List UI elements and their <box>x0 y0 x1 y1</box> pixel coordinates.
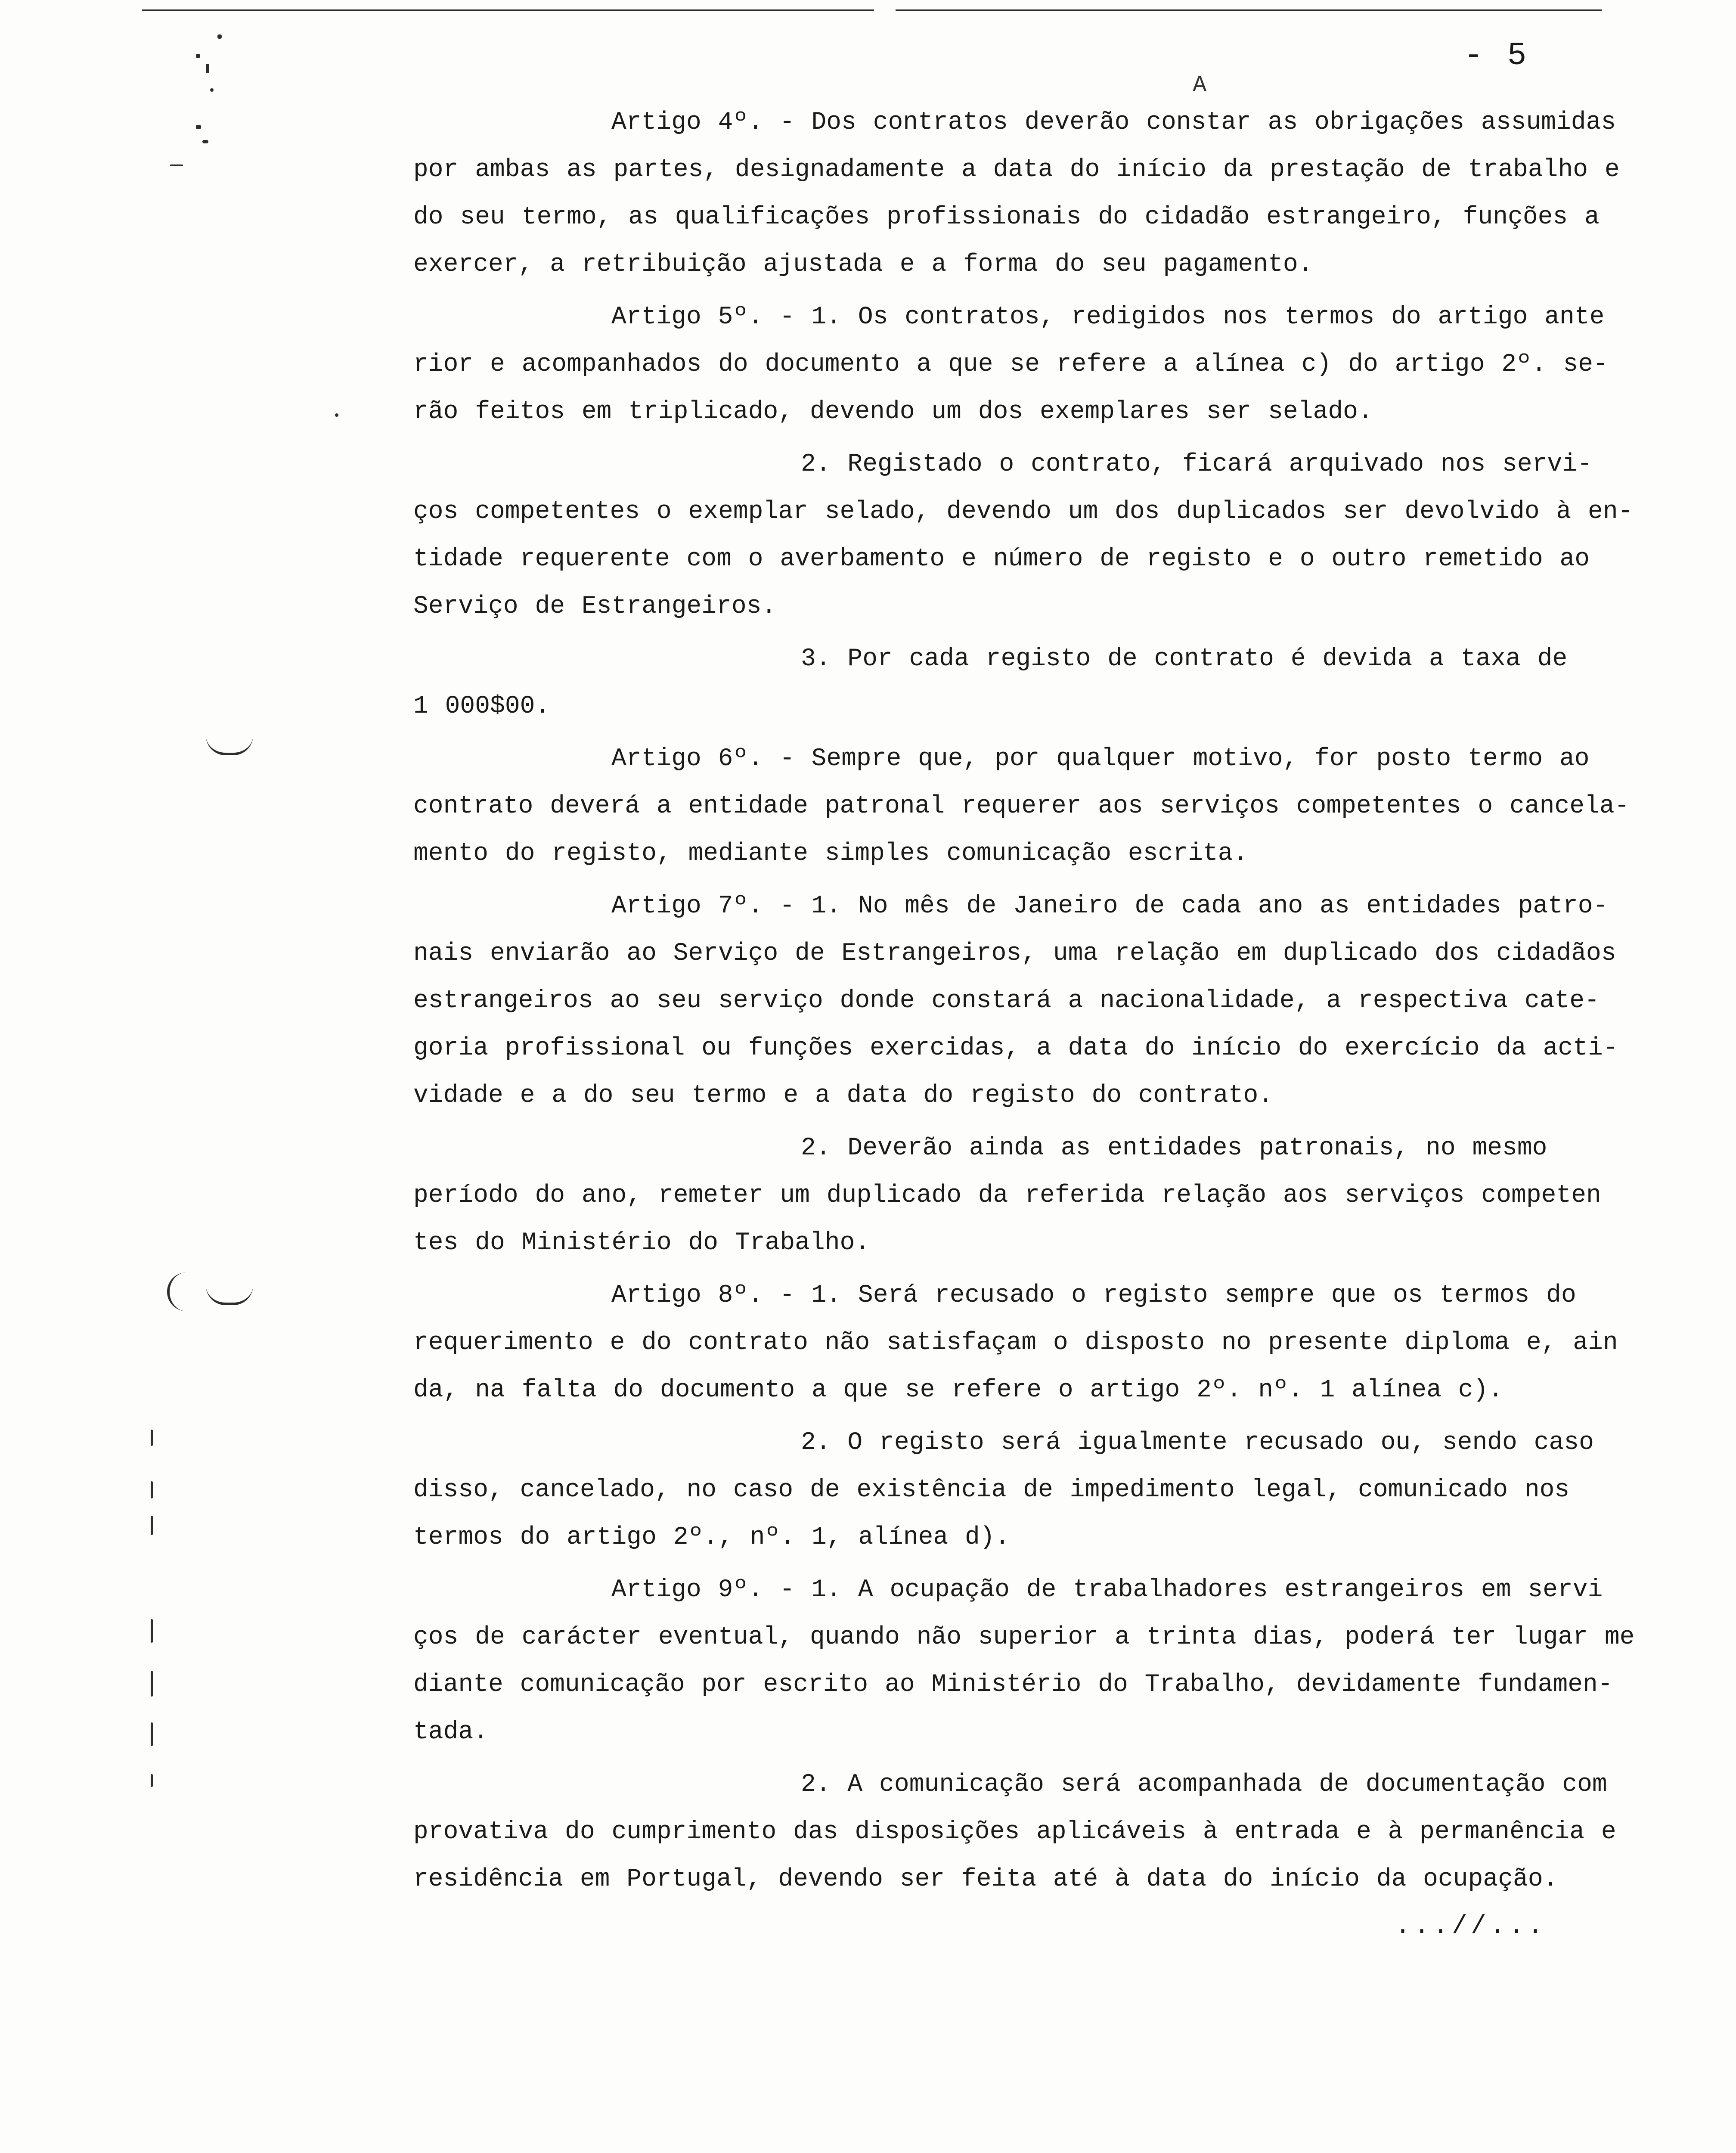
text-line: Artigo 9º. - 1. A ocupação de trabalhadores estrangeiros em servi <box>611 1576 1603 1604</box>
margin-dot <box>196 54 200 58</box>
text-line: por ambas as partes, designadamente a data do início da prestação de trabalho e <box>413 156 1620 184</box>
text-line: exercer, a retribuição ajustada e a forma do seu pagamento. <box>413 251 1313 279</box>
text-line: rão feitos em triplicado, devendo um dos exemplares ser selado. <box>413 398 1373 426</box>
text-line: 3. Por cada registo de contrato é devida a taxa de <box>801 645 1568 673</box>
text-line: residência em Portugal, devendo ser feita até à data do início da ocupação. <box>413 1865 1558 1893</box>
text-line: goria profissional ou funções exercidas, a data do início do exercício da acti- <box>413 1034 1618 1062</box>
text-line: tada. <box>413 1718 489 1746</box>
margin-dot <box>196 125 201 129</box>
text-line: 1 000$00. <box>413 692 550 720</box>
text-line: diante comunicação por escrito ao Ministério do Trabalho, devidamente fundamen- <box>413 1671 1613 1699</box>
text-line: da, na falta do documento a que se refere o artigo 2º. nº. 1 alínea c). <box>413 1376 1504 1404</box>
text-line: 2. O registo será igualmente recusado ou, sendo caso <box>801 1429 1594 1457</box>
text-line: Artigo 4º. - Dos contratos deverão constar as obrigações assumidas <box>611 109 1616 137</box>
text-line: termos do artigo 2º., nº. 1, alínea d). <box>413 1523 1010 1551</box>
text-line: tes do Ministério do Trabalho. <box>413 1229 870 1257</box>
text-line: vidade e a do seu termo e a data do registo do contrato. <box>413 1082 1274 1110</box>
text-line: ços competentes o exemplar selado, devendo um dos duplicados ser devolvido à en- <box>413 498 1633 526</box>
continuation-mark: ...//... <box>1395 1912 1547 1941</box>
text-line: disso, cancelado, no caso de existência de impedimento legal, comunicado nos <box>413 1476 1570 1504</box>
document-body <box>413 99 1635 1903</box>
text-line: Artigo 7º. - 1. No mês de Janeiro de cada ano as entidades patro- <box>611 892 1608 920</box>
text-line: nais enviarão ao Serviço de Estrangeiros, uma relação em duplicado dos cidadãos <box>413 940 1616 968</box>
margin-tick <box>151 1516 153 1535</box>
margin-bracket-mark <box>167 1272 187 1311</box>
text-line: 2. A comunicação será acompanhada de documentação com <box>801 1771 1607 1799</box>
left-margin-marks <box>0 0 388 2153</box>
text-line: 2. Deverão ainda as entidades patronais, no mesmo <box>801 1134 1547 1162</box>
text-line: provativa do cumprimento das disposições aplicáveis à entrada e à permanência e <box>413 1818 1616 1846</box>
text-line: mento do registo, mediante simples comunicação escrita. <box>413 840 1248 868</box>
margin-tick <box>151 1671 153 1697</box>
text-line: Artigo 6º. - Sempre que, por qualquer motivo, for posto termo ao <box>611 745 1590 773</box>
top-rule-right <box>896 9 1602 11</box>
margin-tick <box>151 1722 153 1746</box>
margin-dot <box>202 140 208 143</box>
text-line: do seu termo, as qualificações profissionais do cidadão estrangeiro, funções a <box>413 203 1600 231</box>
text-line: período do ano, remeter um duplicado da referida relação aos serviços competen <box>413 1182 1601 1210</box>
text-line: 2. Registado o contrato, ficará arquivado nos servi- <box>801 450 1592 478</box>
text-line: Artigo 8º. - 1. Será recusado o registo sempre que os termos do <box>611 1281 1576 1309</box>
text-line: estrangeiros ao seu serviço donde constará a nacionalidade, a respectiva cate- <box>413 987 1600 1015</box>
margin-dot <box>206 64 209 73</box>
margin-tick <box>151 1481 153 1498</box>
handwritten-annotation: A <box>1193 72 1207 99</box>
margin-dot <box>210 88 214 92</box>
text-line: Artigo 5º. - 1. Os contratos, redigidos nos termos do artigo ante <box>611 303 1605 331</box>
margin-curve-mark <box>206 1285 253 1305</box>
text-line: requerimento e do contrato não satisfaçam o disposto no presente diploma e, ain <box>413 1329 1618 1357</box>
text-line: tidade requerente com o averbamento e número de registo e o outro remetido ao <box>413 545 1590 573</box>
margin-dot <box>217 34 222 39</box>
margin-dash <box>170 164 183 166</box>
margin-curve-mark <box>206 735 253 755</box>
page-number: - 5 <box>1464 38 1529 74</box>
text-line: Serviço de Estrangeiros. <box>413 593 777 620</box>
text-line: contrato deverá a entidade patronal requerer aos serviços competentes o cancela- <box>413 792 1630 820</box>
margin-tick <box>151 1619 153 1643</box>
margin-tick <box>151 1774 153 1787</box>
margin-dot <box>335 413 338 417</box>
margin-tick <box>151 1430 153 1446</box>
text-line: ços de carácter eventual, quando não superior a trinta dias, poderá ter lugar me <box>413 1623 1635 1651</box>
text-line: rior e acompanhados do documento a que se refere a alínea c) do artigo 2º. se- <box>413 351 1608 378</box>
